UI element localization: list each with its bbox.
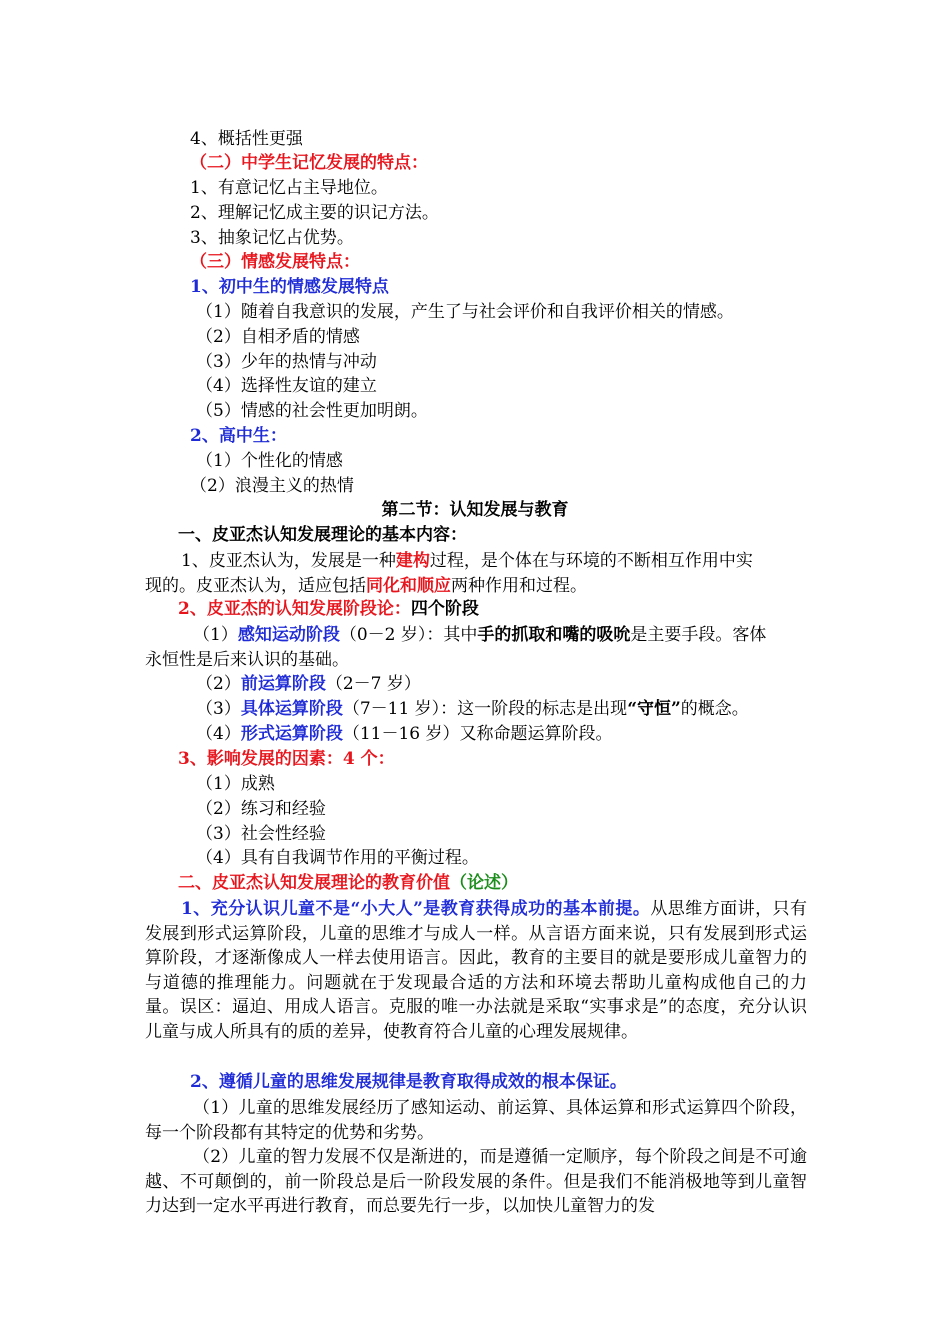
subheading-senior: 2、高中生：: [190, 426, 287, 446]
emotion-item-1: （1）随着自我意识的发展，产生了与社会评价和自我评价相关的情感。: [196, 302, 734, 322]
part-two-heading: 二、皮亚杰认知发展理论的教育价值（论述）: [178, 873, 518, 893]
value-paragraph-1: 1、充分认识儿童不是“小大人”是教育获得成功的基本前提。从思维方面讲，只有发展到形式运算阶段，儿童的思维才与成人一样。从言语方面来说，只有发展到形式运算阶段，才逐渐像成人一样去使用语言。因此，教育的主要目的就是要形成儿童智力的与道德的推理能力。问题就在于发现最合适的方法和环境去帮助儿童构成他自己的力量。误区：逼迫、用成人语言。克服的唯一办法就是采取“实事求是”的态度，充分认识儿童与成人所具有的质的差异，使教育符合儿童的心理发展规律。: [145, 899, 808, 1042]
term-construction: 建构: [395, 551, 430, 571]
heading-memory-features: （二）中学生记忆发展的特点：: [190, 153, 428, 173]
stage-formal-operational: （4）形式运算阶段（11－16 岁）又称命题运算阶段。: [196, 724, 613, 744]
stages-heading: 2、皮亚杰的认知发展阶段论：四个阶段: [178, 599, 479, 619]
factor-item-2: （2）练习和经验: [196, 799, 326, 819]
senior-item-1: （1）个性化的情感: [196, 451, 343, 471]
memory-item-3: 3、抽象记忆占优势。: [190, 228, 354, 248]
factor-item-3: （3）社会性经验: [196, 824, 326, 844]
value-paragraph-2-2: （2）儿童的智力发展不仅是渐进的，而是遵循一定顺序，每个阶段之间是不可逾越、不可颠倒的，前一阶段总是后一阶段发展的条件。但是我们不能消极地等到儿童智力达到一定水平再进行教育，而总要先行一步，以加快儿童智力的发: [145, 1147, 807, 1217]
factors-heading: 3、影响发展的因素：4 个：: [178, 749, 395, 769]
heading-emotion-features: （三）情感发展特点：: [190, 252, 360, 272]
factor-item-4: （4）具有自我调节作用的平衡过程。: [196, 848, 479, 868]
emotion-item-2: （2）自相矛盾的情感: [196, 327, 360, 347]
memory-item-1: 1、有意记忆占主导地位。: [190, 178, 388, 198]
stage-concrete-operational: （3）具体运算阶段（7－11 岁）：这一阶段的标志是出现“守恒”的概念。: [196, 699, 749, 719]
term-assimilation-accommodation: 同化和顺应: [366, 575, 451, 596]
memory-item-2: 2、理解记忆成主要的识记方法。: [190, 203, 439, 223]
factor-item-1: （1）成熟: [196, 774, 275, 794]
value-paragraph-2-1: （1）儿童的思维发展经历了感知运动、前运算、具体运算和形式运算四个阶段，每一个阶段都有其特定的优势和劣势。: [145, 1098, 807, 1143]
stage-sensorimotor: （1）感知运动阶段（0－2 岁）：其中手的抓取和嘴的吸吮是主要手段。客体 永恒性是后来认识的基础。: [145, 625, 767, 670]
senior-item-2: （2）浪漫主义的热情: [190, 476, 354, 496]
stage-preoperational: （2）前运算阶段（2－7 岁）: [196, 674, 421, 694]
part-one-heading: 一、皮亚杰认知发展理论的基本内容：: [178, 525, 467, 545]
emotion-item-4: （4）选择性友谊的建立: [196, 376, 377, 396]
value-heading-2: 2、遵循儿童的思维发展规律是教育取得成效的根本保证。: [190, 1072, 627, 1092]
piaget-construction-paragraph: 1、皮亚杰认为，发展是一种建构过程，是个体在与环境的不断相互作用中实 现的。皮亚杰认为，适应包括同化和顺应两种作用和过程。: [145, 551, 753, 596]
emotion-item-5: （5）情感的社会性更加明朗。: [196, 401, 428, 421]
item-generality: 4、概括性更强: [190, 129, 303, 149]
emotion-item-3: （3）少年的热情与冲动: [196, 352, 377, 372]
section-title: 第二节：认知发展与教育: [381, 500, 569, 520]
subheading-junior-emotion: 1、初中生的情感发展特点: [190, 277, 389, 297]
